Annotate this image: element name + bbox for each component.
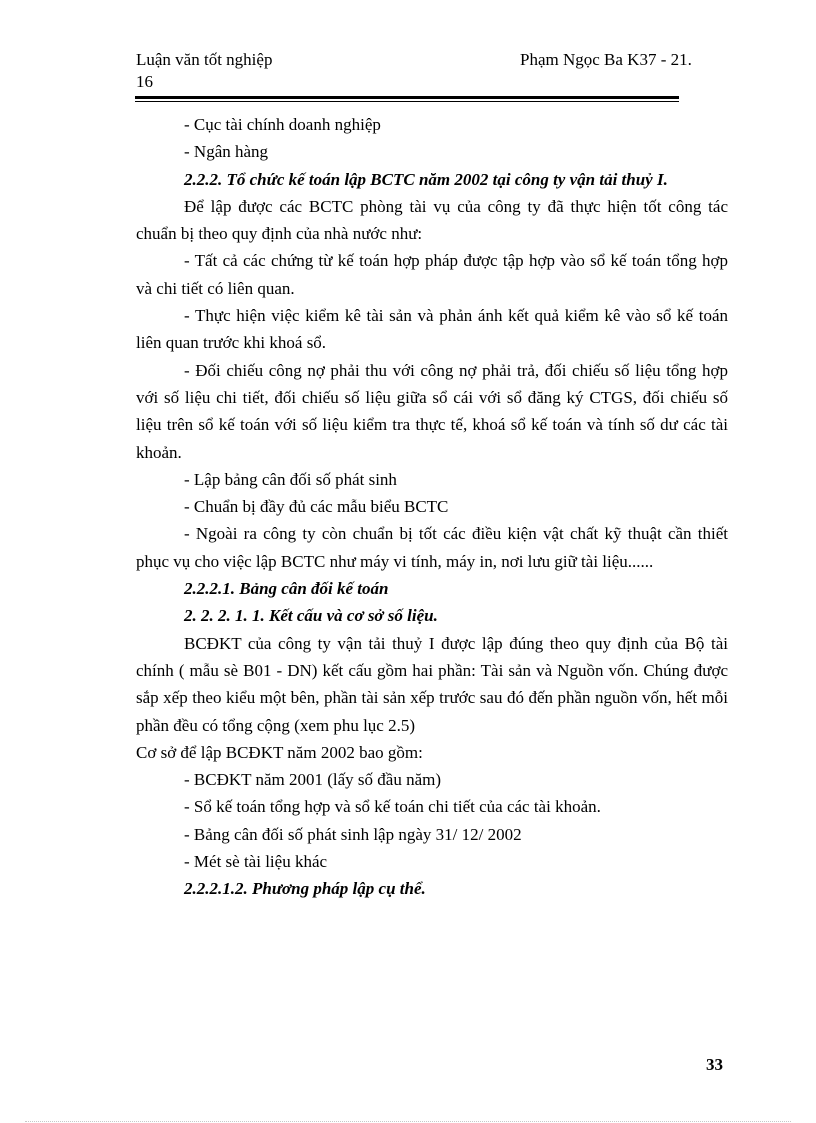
paragraph: BCĐKT của công ty vận tải thuỷ I được lập đúng theo quy định của Bộ tài chính ( mẫu sè B01 - DN) kết cấu gồm hai phần: Tài sản và Nguồn vốn. Chúng được sắp xếp theo kiểu một bên, phần tài sản xếp trước sau đó đến phần nguồn vốn, hết mỗi phần đều có tổng cộng (xem phu lục 2.5): [136, 633, 728, 735]
header-left: [136, 49, 272, 93]
list-item: - Lập bảng cân đối số phát sinh: [184, 469, 397, 489]
paragraph: Để lập được các BCTC phòng tài vụ của công ty đã thực hiện tốt công tác chuẩn bị theo quy định của nhà nước như:: [136, 196, 728, 244]
document-body: [136, 111, 728, 903]
section-heading: 2.2.2.1. Bảng cân đối kế toán: [184, 579, 389, 599]
page-number: 33: [706, 1055, 723, 1074]
section-heading: 2.2.2. Tổ chức kế toán lập BCTC năm 2002 tại công ty vận tải thuỷ I.: [184, 169, 668, 189]
header-title: Luận văn tốt nghiệp: [136, 50, 273, 69]
list-item: - Bảng cân đối số phát sinh lập ngày 31/ 12/ 2002: [184, 824, 522, 844]
header-author: Phạm Ngọc Ba K37 - 21.: [520, 50, 692, 69]
section-heading: 2.2.2.1.2. Phương pháp lập cụ thể.: [184, 879, 426, 899]
list-item: - Mét sè tài liệu khác: [184, 852, 328, 872]
paragraph: Cơ sở để lập BCĐKT năm 2002 bao gồm:: [136, 742, 423, 762]
list-item: - Tất cả các chứng từ kế toán hợp pháp được tập hợp vào sổ kế toán tổng hợp và chi tiết có liên quan.: [136, 251, 728, 298]
list-item: - BCĐKT năm 2001 (lấy số đầu năm): [184, 770, 442, 790]
header-number: 16: [136, 72, 153, 91]
list-item: - Sổ kế toán tổng hợp và sổ kế toán chi tiết của các tài khoản.: [184, 797, 601, 817]
section-heading: 2. 2. 2. 1. 1. Kết cấu và cơ sở số liệu.: [184, 606, 438, 626]
list-item: - Ngoài ra công ty còn chuẩn bị tốt các điều kiện vật chất kỹ thuật cần thiết phục vụ cho việc lập BCTC như máy vi tính, máy in, nơi lưu giữ tài liệu......: [136, 524, 728, 571]
list-item: - Đối chiếu công nợ phải thu với công nợ phải trả, đối chiếu số liệu tổng hợp với số liệu chi tiết, đối chiếu số liệu giữa sổ cái với sổ đăng ký CTGS, đối chiếu số liệu trên sổ kế toán với số liệu kiểm tra thực tế, khoá sổ kế toán và tính số dư các tài khoản.: [136, 360, 728, 462]
list-item: - Thực hiện việc kiểm kê tài sản và phản ánh kết quả kiểm kê vào sổ kế toán liên quan trước khi khoá sổ.: [136, 306, 728, 353]
list-item: - Ngân hàng: [184, 142, 269, 162]
list-item: - Chuẩn bị đầy đủ các mẫu biểu BCTC: [184, 497, 449, 517]
header-rule-thin: [135, 101, 679, 102]
header-rule-thick: [135, 96, 679, 99]
list-item: - Cục tài chính doanh nghiệp: [184, 115, 381, 134]
